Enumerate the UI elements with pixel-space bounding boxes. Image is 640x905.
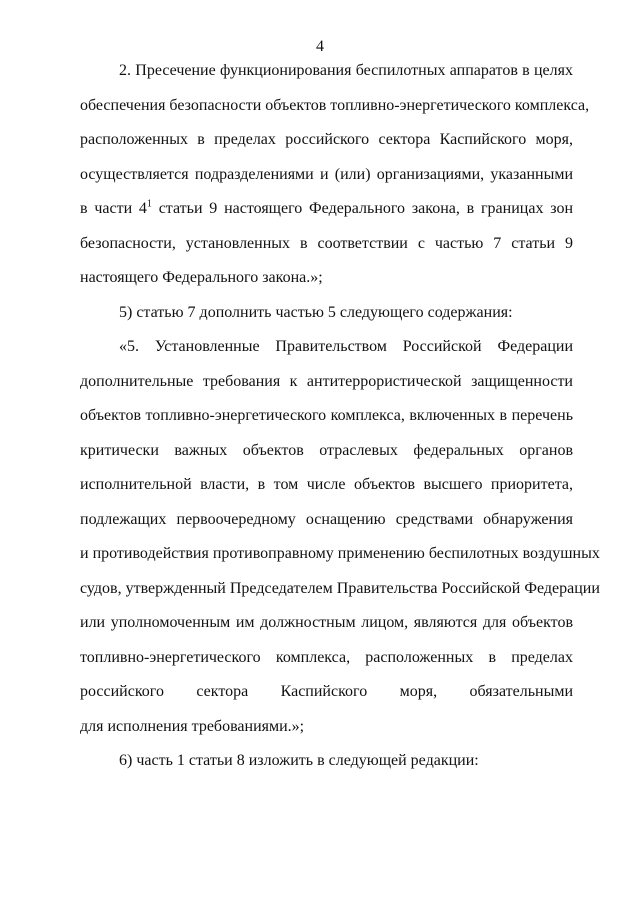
superscript: 1 bbox=[146, 198, 152, 210]
text-line: «5. Установленные Правительством Российской Федерации bbox=[119, 338, 573, 355]
text-line: топливно-энергетического комплекса, расположенных в пределах bbox=[80, 649, 573, 666]
text-line: безопасности, установленных в соответствии с частью 7 статьи 9 bbox=[80, 235, 573, 252]
text-line: 2. Пресечение функционирования беспилотных аппаратов в целях bbox=[119, 62, 573, 79]
text-line: дополнительные требования к антитеррористической защищенности bbox=[80, 373, 573, 390]
text-fragment: статьи 9 настоящего Федерального закона, в границах зон bbox=[151, 200, 574, 217]
text-line: обеспечения безопасности объектов топливно-энергетического комплекса, bbox=[80, 97, 590, 114]
text-line: осуществляется подразделениями и (или) организациями, указанными bbox=[80, 166, 573, 183]
text-line: объектов топливно-энергетического комплекса, включенных в перечень bbox=[80, 407, 573, 424]
text-fragment: в части 4 bbox=[80, 200, 147, 217]
text-line-with-superscript bbox=[80, 199, 573, 219]
text-line: 5) статью 7 дополнить частью 5 следующего содержания: bbox=[119, 304, 513, 321]
text-line: и противодействия противоправному применению беспилотных воздушных bbox=[80, 545, 600, 562]
text-line: исполнительной власти, в том числе объектов высшего приоритета, bbox=[80, 476, 573, 493]
text-line: для исполнения требованиями.»; bbox=[80, 718, 305, 735]
page-number: 4 bbox=[316, 38, 324, 55]
text-line: критически важных объектов отраслевых федеральных органов bbox=[80, 442, 573, 459]
text-line: российского сектора Каспийского моря, обязательными bbox=[80, 683, 573, 700]
text-line: 6) часть 1 статьи 8 изложить в следующей редакции: bbox=[119, 752, 479, 769]
text-line: или уполномоченным им должностным лицом, являются для объектов bbox=[80, 614, 573, 631]
text-line: настоящего Федерального закона.»; bbox=[80, 269, 323, 286]
text-line: расположенных в пределах российского сектора Каспийского моря, bbox=[80, 131, 573, 148]
text-line: подлежащих первоочередному оснащению средствами обнаружения bbox=[80, 511, 573, 528]
text-line: судов, утвержденный Председателем Правительства Российской Федерации bbox=[80, 580, 600, 597]
